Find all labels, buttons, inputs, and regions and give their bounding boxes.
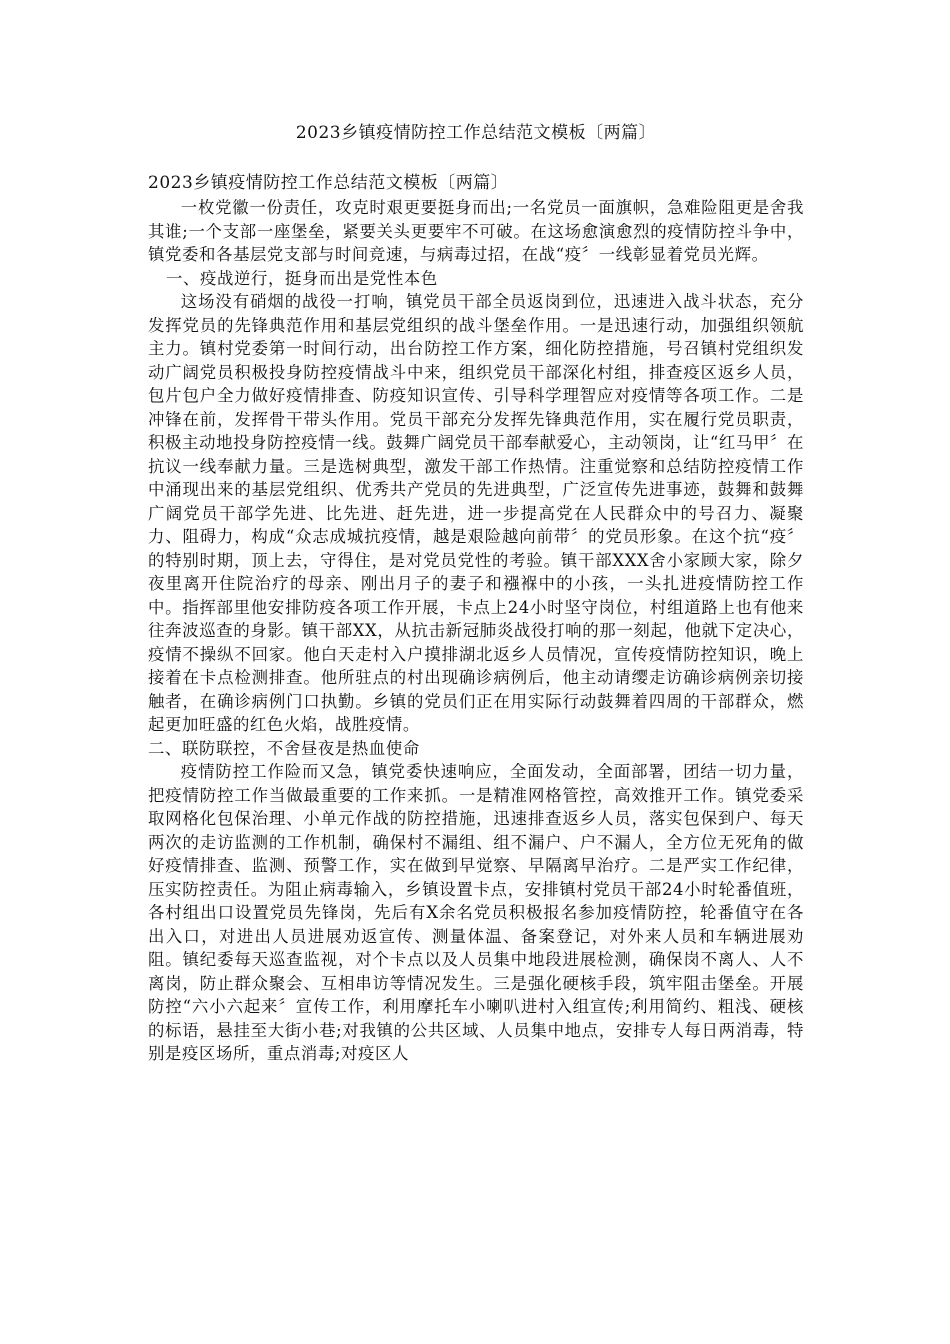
intro-paragraph: 一枚党徽一份责任，攻克时艰更要挺身而出;一名党员一面旗帜，急难险阻更是舍我其谁;一个支部一座堡垒，紧要关头更要牢不可破。在这场愈演愈烈的疫情防控斗争中，镇党委和各基层党支部与时间竞速，与病毒过招，在战“疫〞一线彰显着党员光辉。 <box>148 198 804 264</box>
section2-heading: 二、联防联控，不舍昼夜是热血使命 <box>148 738 420 758</box>
section1-paragraph: 这场没有硝烟的战役一打响，镇党员干部全员返岗到位，迅速进入战斗状态，充分发挥党员的先锋典范作用和基层党组织的战斗堡垒作用。一是迅速行动，加强组织领航主力。镇村党委第一时间行动，出台防控工作方案，细化防控措施，号召镇村党组织发动广阔党员积极投身防控疫情战斗中来，组织党员干部深化村组，排查疫区返乡人员，包片包户全力做好疫情排查、防疫知识宣传、引导科学理智应对疫情等各项工作。二是冲锋在前，发挥骨干带头作用。党员干部充分发挥先锋典范作用，实在履行党员职责，积极主动地投身防控疫情一线。鼓舞广阔党员干部奉献爱心，主动领岗，让“红马甲〞在抗议一线奉献力量。三是选树典型，激发干部工作热情。注重觉察和总结防控疫情工作中涌现出来的基层党组织、优秀共产党员的先进典型，广泛宣传先进事迹，鼓舞和鼓舞广阔党员干部学先进、比先进、赶先进，进一步提高党在人民群众中的号召力、凝聚力、阻碍力，构成“众志成城抗疫情，越是艰险越向前带〞的党员形象。在这个抗“疫〞的特别时期，顶上去，守得住，是对党员党性的考验。镇干部XXX舍小家顾大家，除夕夜里离开住院治疗的母亲、刚出月子的妻子和襁褓中的小孩，一头扎进疫情防控工作中。指挥部里他安排防疫各项工作开展，卡点上24小时坚守岗位，村组道路上也有他来往奔波巡查的身影。镇干部XX，从抗击新冠肺炎战役打响的那一刻起，他就下定决心，疫情不操纵不回家。他白天走村入户摸排湖北返乡人员情况，宣传疫情防控知识，晚上接着在卡点检测排查。他所驻点的村出现确诊病例后，他主动请缨走访确诊病例亲切接触者，在确诊病例门口执勤。乡镇的党员们正在用实际行动鼓舞着四周的干部群众，燃起更加旺盛的红色火焰，战胜疫情。 <box>148 292 804 734</box>
section2-paragraph: 疫情防控工作险而又急，镇党委快速响应，全面发动，全面部署，团结一切力量，把疫情防控工作当做最重要的工作来抓。一是精准网格管控，高效推开工作。镇党委采取网格化包保治理、小单元作战的防控措施，迅速排查返乡人员，落实包保到户、每天两次的走访监测的工作机制，确保村不漏组、组不漏户、户不漏人，全方位无死角的做好疫情排查、监测、预警工作，实在做到早觉察、早隔离早治疗。二是严实工作纪律，压实防控责任。为阻止病毒输入，乡镇设置卡点，安排镇村党员干部24小时轮番值班，各村组出口设置党员先锋岗，先后有X余名党员积极报名参加疫情防控，轮番值守在各出入口，对进出人员进展劝返宣传、测量体温、备案登记，对外来人员和车辆进展劝阻。镇纪委每天巡查监视，对个卡点以及人员集中地段进展检测，确保岗不离人、人不离岗，防止群众聚会、互相串访等情况发生。三是强化硬核手段，筑牢阻击堡垒。开展防控“六小六起来〞宣传工作，利用摩托车小喇叭进村入组宣传;利用简约、粗浅、硬核的标语，悬挂至大街小巷;对我镇的公共区域、人员集中地点，安排专人每日两消毒，特别是疫区场所，重点消毒;对疫区人 <box>148 762 804 1063</box>
section1-heading: 一、疫战逆行，挺身而出是党性本色 <box>166 268 438 288</box>
document-page <box>148 120 804 1066</box>
document-subtitle: 2023乡镇疫情防控工作总结范文模板〔两篇〕 <box>148 173 509 193</box>
document-title: 2023乡镇疫情防控工作总结范文模板〔两篇〕 <box>295 123 657 143</box>
